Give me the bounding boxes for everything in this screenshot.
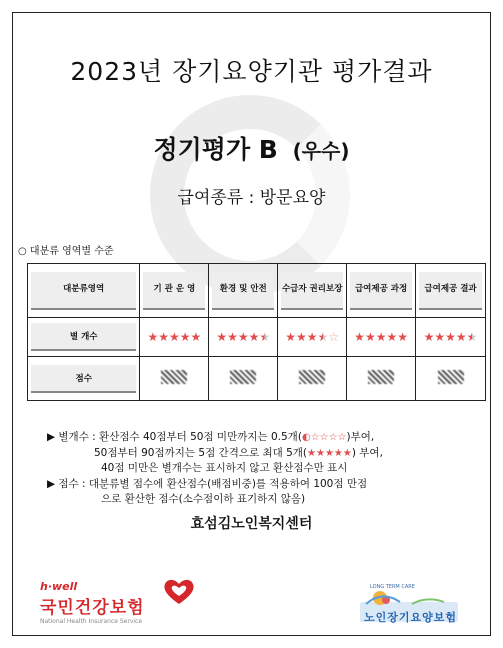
star-icon: ★ xyxy=(237,330,249,344)
star-icon: ★ xyxy=(423,330,435,344)
star-icon: ★ xyxy=(455,330,467,344)
table-row xyxy=(28,318,486,357)
note-line: 40점 미만은 별개수는 표시하지 않고 환산점수만 표시 xyxy=(101,462,348,474)
section-label: ○ 대분류 영역별 수준 xyxy=(18,246,114,257)
star-icon: ★ xyxy=(179,330,191,344)
grade-sub: (우수) xyxy=(292,139,350,163)
score-redacted xyxy=(416,357,486,401)
star-icon: ☆ xyxy=(328,330,340,344)
note-line: ▶ 점수 : 대분류별 점수에 환산점수(배점비중)를 적용하여 100점 만점 xyxy=(47,477,368,490)
grade-title xyxy=(0,130,503,166)
score-redacted xyxy=(209,357,278,401)
star-icon: ★ xyxy=(168,330,180,344)
table-header-row xyxy=(28,264,486,318)
star-icon: ★ xyxy=(158,330,169,344)
star-rating xyxy=(347,318,416,357)
score-redacted xyxy=(347,357,416,401)
hwell-text: h·well xyxy=(40,580,78,593)
star-icon: ★ xyxy=(354,330,365,344)
star-icon: ★ xyxy=(364,330,376,344)
half-star-icon: ◐☆☆☆☆ xyxy=(301,432,347,443)
note-line: ▶ 별개수 : 환산점수 40점부터 50점 미만까지는 0.5개(◐☆☆☆☆)부여, xyxy=(47,431,375,443)
ltc-insurance-logo xyxy=(352,582,464,626)
star-icon: ★ xyxy=(375,330,387,344)
note-line: 50점부터 90점까지는 5점 간격으로 최대 5개(★★★★★) 부여, xyxy=(94,446,383,459)
star-icon: ★ xyxy=(259,330,271,344)
ltc-caption: LONG TERM CARE xyxy=(370,584,415,590)
star-icon: ★ xyxy=(190,330,202,344)
nhis-name: 국민건강보험 xyxy=(40,598,145,618)
page-title: 2023년 장기요양기관 평가결과 xyxy=(70,57,433,86)
star-rating xyxy=(416,318,486,357)
star-rating xyxy=(140,318,209,357)
nhis-english: National Health Insurance Service xyxy=(40,618,143,625)
notes xyxy=(47,430,383,508)
star-icon: ★ xyxy=(434,330,446,344)
center-name: 효섬김노인복지센터 xyxy=(190,516,313,532)
note-line: 으로 환산한 점수(소수점이하 표기하지 않음) xyxy=(101,493,306,505)
column-header: 급여제공 과정 xyxy=(347,264,416,318)
star-icon: ★ xyxy=(445,330,456,344)
star-icon: ★ xyxy=(248,330,260,344)
ltc-name: 노인장기요양보험 xyxy=(364,611,458,624)
column-header: 수급자 권리보장 xyxy=(278,264,347,318)
score-table xyxy=(27,263,486,401)
star-icon: ★ xyxy=(386,330,398,344)
table-row xyxy=(28,357,486,401)
star-icon: ★ xyxy=(306,330,318,344)
heart-icon xyxy=(162,578,196,606)
star-icon: ★ xyxy=(317,330,329,344)
column-header: 환경 및 안전 xyxy=(209,264,278,318)
star-icon: ★ xyxy=(296,330,307,344)
star-icon: ★ xyxy=(397,330,408,344)
grade-label: 정기평가 B xyxy=(153,135,278,164)
score-redacted xyxy=(278,357,347,401)
full-stars-icon: ★★★★★ xyxy=(307,447,352,459)
star-icon: ★ xyxy=(466,330,478,344)
score-redacted xyxy=(140,357,209,401)
star-rating xyxy=(278,318,347,357)
column-header: 대분류영역 xyxy=(28,264,140,318)
star-icon: ★ xyxy=(216,330,228,344)
row-label: 점수 xyxy=(28,357,140,401)
benefit-type: 급여종류 : 방문요양 xyxy=(177,188,326,208)
star-icon: ★ xyxy=(147,330,159,344)
star-icon: ★ xyxy=(227,330,238,344)
star-rating xyxy=(209,318,278,357)
column-header: 기 관 운 영 xyxy=(140,264,209,318)
column-header: 급여제공 결과 xyxy=(416,264,486,318)
row-label: 별 개수 xyxy=(28,318,140,357)
star-icon: ★ xyxy=(285,330,297,344)
nhis-logo xyxy=(40,580,145,625)
